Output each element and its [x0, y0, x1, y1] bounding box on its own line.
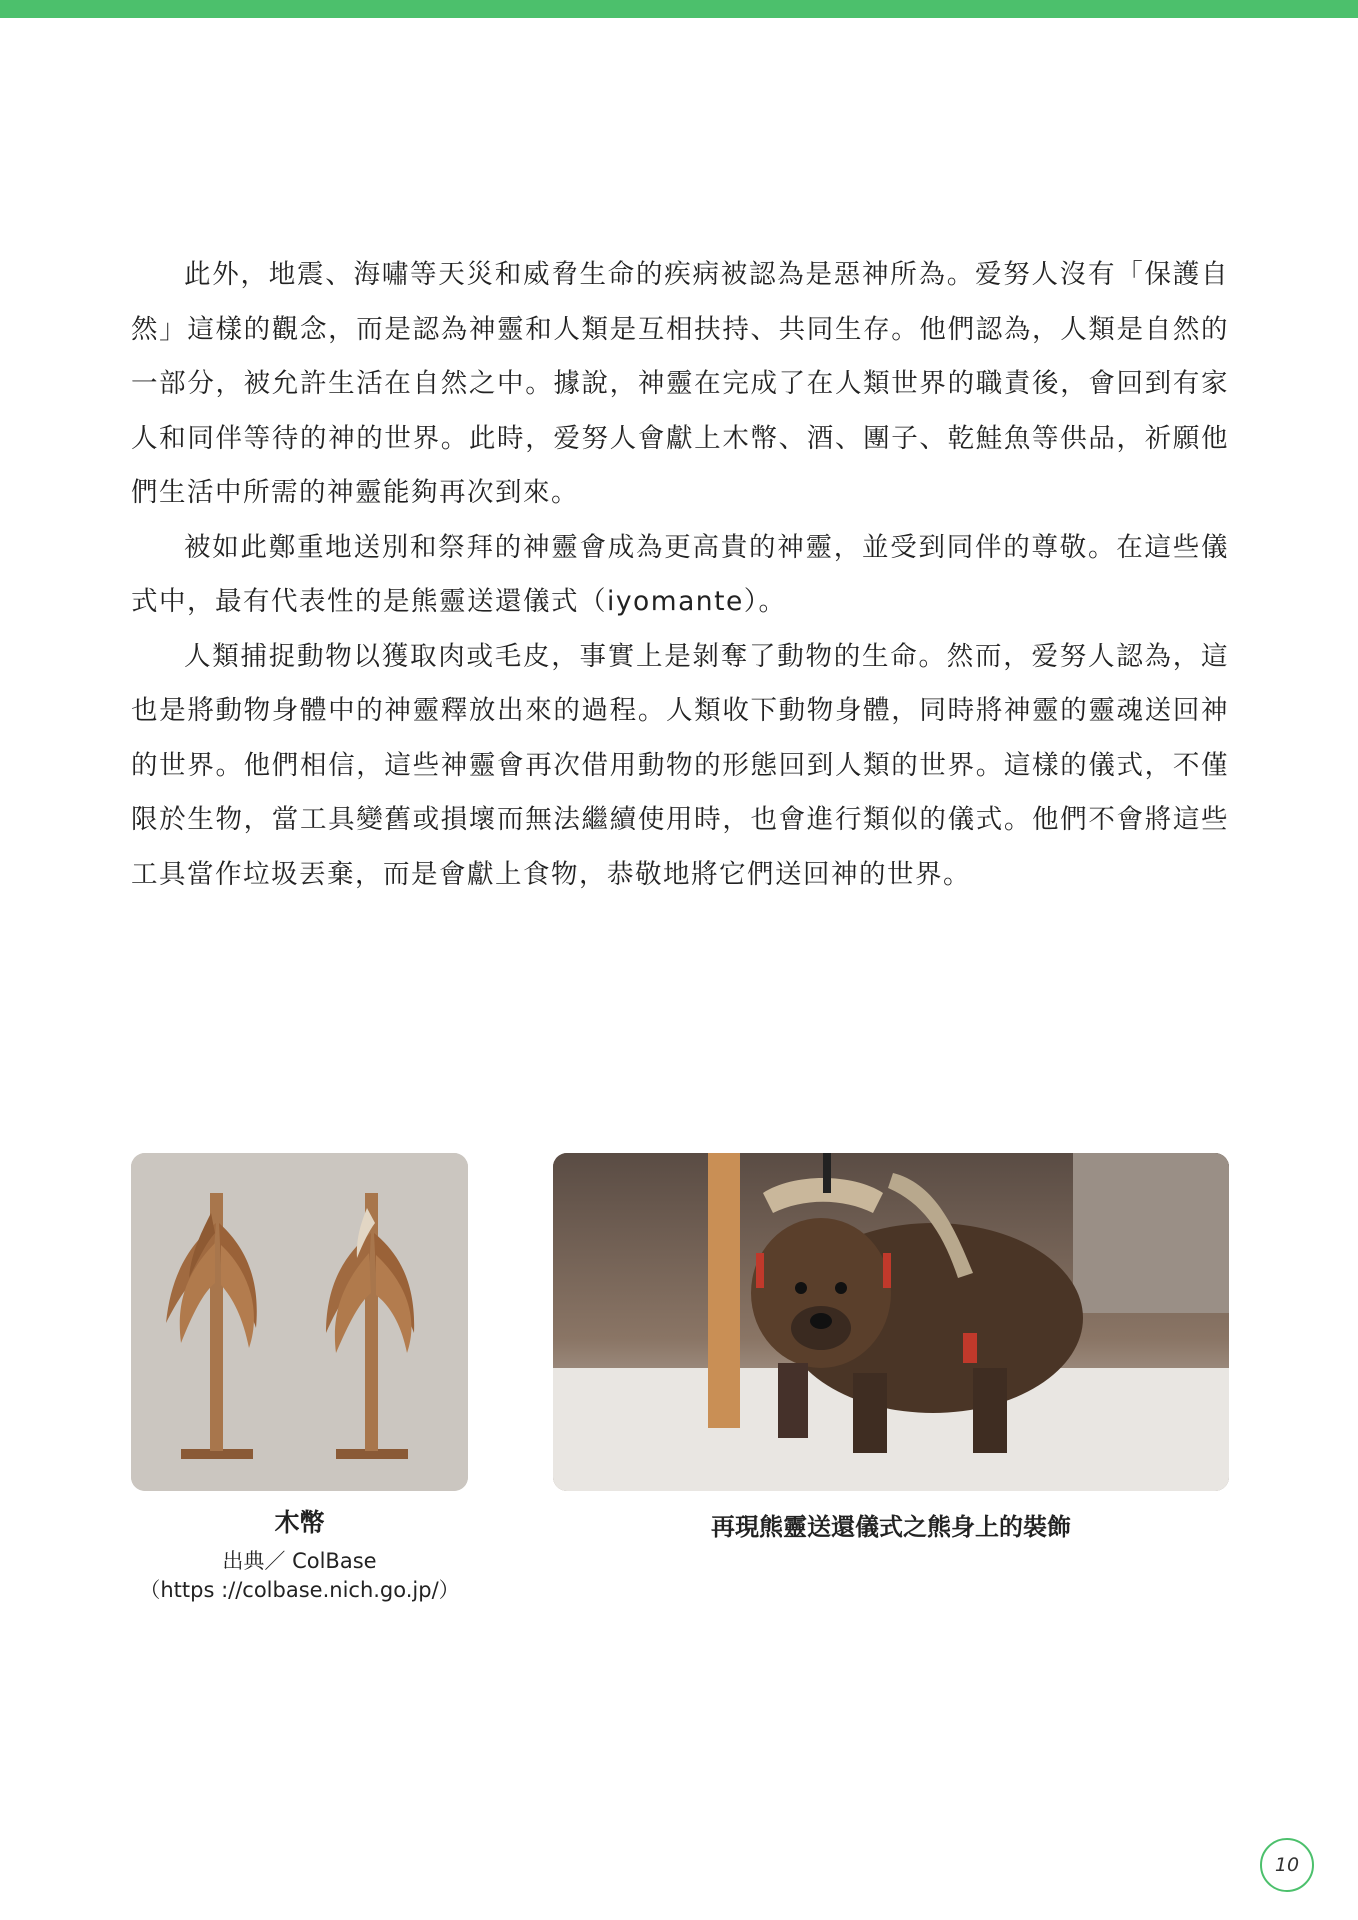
page-number: 10 [1260, 1838, 1314, 1892]
bear-photo [553, 1153, 1229, 1491]
top-accent-bar [0, 0, 1358, 18]
bear-caption: 再現熊靈送還儀式之熊身上的裝飾 [711, 1513, 1071, 1541]
body-text [131, 248, 1229, 902]
wooden-pillar [708, 1153, 740, 1428]
inau-source-credit: 出典／ ColBase [222, 1549, 377, 1573]
paragraph-1: 此外，地震、海嘯等天災和威脅生命的疾病被認為是惡神所為。爱努人沒有「保護自然」這樣的觀念，而是認為神靈和人類是互相扶持、共同生存。他們認為，人類是自然的一部分，被允許生活在自然之中。據說，神靈在完成了在人類世界的職責後，會回到有家人和同伴等待的神的世界。此時，爱努人會獻上木幣、酒、團子、乾鮭魚等供品，祈願他們生活中所需的神靈能夠再次到來。 [131, 259, 1229, 508]
inau-photo [131, 1153, 468, 1491]
figure-inau [131, 1153, 468, 1605]
figure-bear [553, 1153, 1229, 1542]
inau-caption: 木幣 [274, 1508, 325, 1537]
inau-source-url[interactable]: （https ://colbase.nich.go.jp/） [139, 1578, 460, 1602]
paragraph-2: 被如此鄭重地送別和祭拜的神靈會成為更高貴的神靈，並受到同伴的尊敬。在這些儀式中，最有代表性的是熊靈送還儀式（iyomante）。 [131, 531, 1229, 617]
paragraph-3: 人類捕捉動物以獲取肉或毛皮，事實上是剝奪了動物的生命。然而，爱努人認為，這也是將動物身體中的神靈釋放出來的過程。人類收下動物身體，同時將神靈的靈魂送回神的世界。他們相信，這些神靈會再次借用動物的形態回到人類的世界。這樣的儀式，不僅限於生物，當工具變舊或損壞而無法繼續使用時，也會進行類似的儀式。他們不會將這些工具當作垃圾丟棄，而是會獻上食物，恭敬地將它們送回神的世界。 [131, 640, 1229, 890]
inau-source [131, 1547, 468, 1605]
